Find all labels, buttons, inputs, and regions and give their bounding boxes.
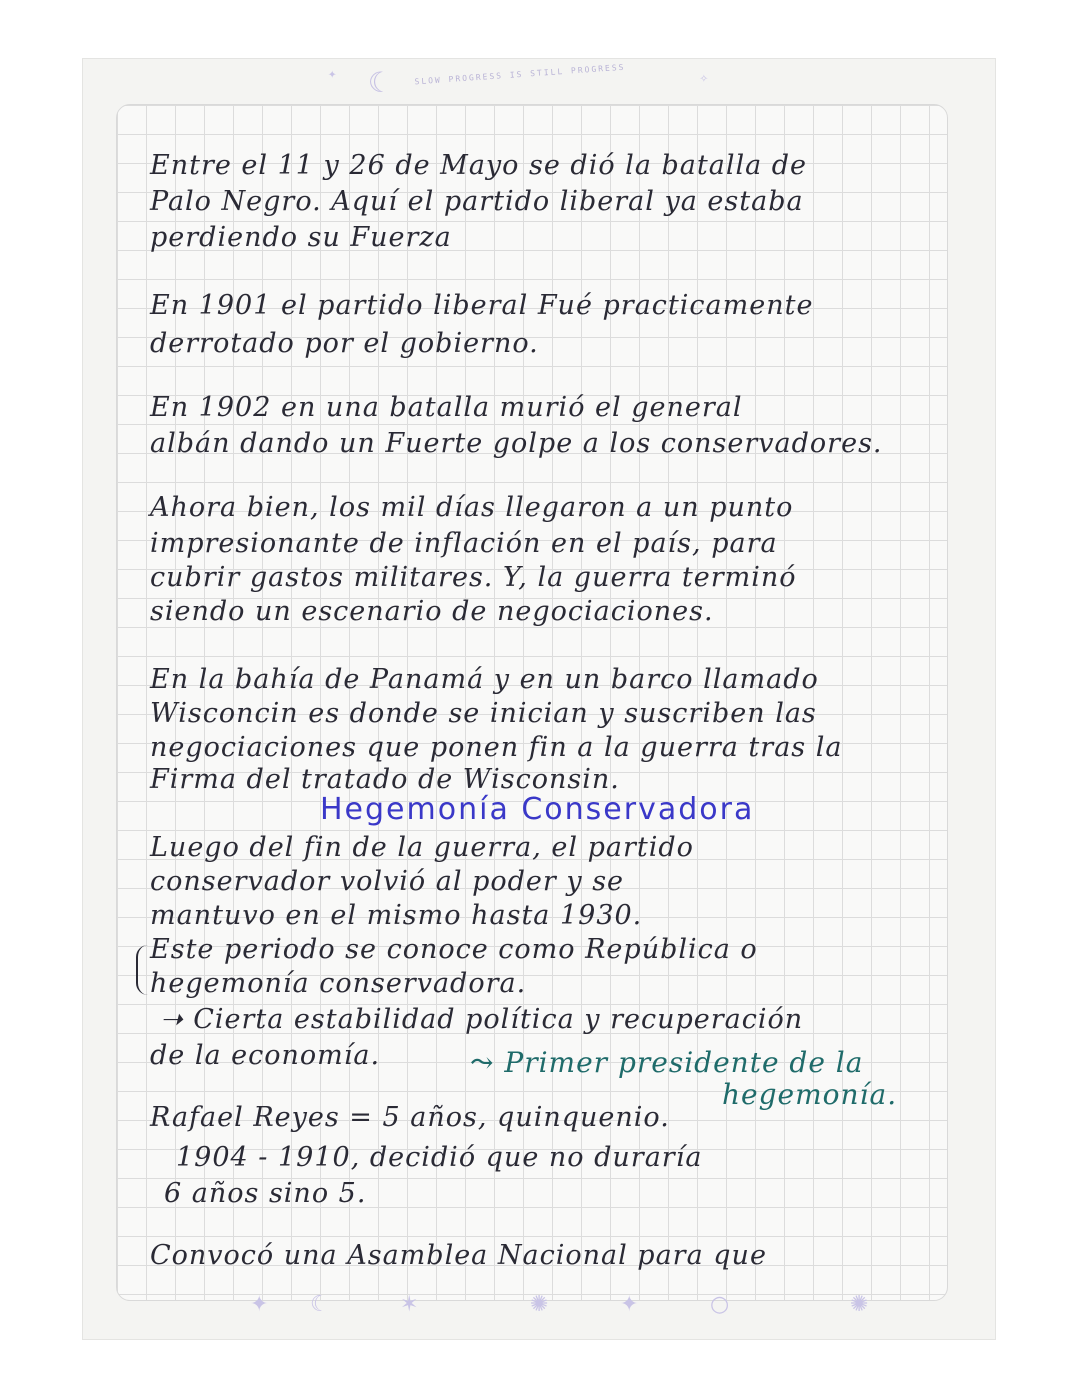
note-line: 6 años sino 5. — [164, 1178, 367, 1209]
star-icon: ✺ — [850, 1292, 869, 1317]
note-line: albán dando un Fuerte golpe a los conservadores. — [150, 428, 883, 459]
note-line: Wisconcin es donde se inician y suscriben las — [150, 698, 817, 729]
sparkle-icon: ✦ — [250, 1292, 269, 1317]
note-line: Firma del tratado de Wisconsin. — [150, 764, 620, 795]
page-banner — [320, 62, 740, 102]
note-line: impresionante de inflación en el país, para — [150, 528, 778, 559]
note-line: Rafael Reyes = 5 años, quinquenio. — [150, 1102, 670, 1133]
note-line: hegemonía conservadora. — [150, 968, 527, 999]
note-line: Ahora bien, los mil días llegaron a un punto — [150, 492, 794, 523]
note-line: Convocó una Asamblea Nacional para que — [150, 1240, 767, 1271]
arrow-icon: ⤳ — [470, 1046, 495, 1079]
bullet-text: Cierta estabilidad política y recuperación — [193, 1004, 804, 1035]
moon-icon: ☾ — [368, 66, 387, 99]
note-line: 1904 - 1910, decidió que no duraría — [176, 1142, 703, 1173]
note-line: Este periodo se conoce como República o — [150, 934, 758, 965]
bracket-mark — [136, 945, 152, 995]
note-line: siendo un escenario de negociaciones. — [150, 596, 714, 627]
annotation-text: Primer presidente de la — [504, 1046, 864, 1079]
star-icon: ✦ — [328, 66, 339, 82]
note-line: conservador volvió al poder y se — [150, 866, 625, 897]
star-icon: ✶ — [400, 1292, 419, 1317]
annotation-line — [470, 1046, 863, 1079]
banner-motto: SLOW PROGRESS IS STILL PROGRESS — [414, 62, 626, 87]
note-line: Palo Negro. Aquí el partido liberal ya estaba — [150, 186, 804, 217]
note-line: derrotado por el gobierno. — [150, 328, 539, 359]
circle-icon: ○ — [710, 1292, 730, 1317]
section-heading: Hegemonía Conservadora — [320, 792, 755, 827]
note-line: Entre el 11 y 26 de Mayo se dió la batalla de — [150, 150, 808, 181]
sparkle-icon: ✦ — [620, 1292, 639, 1317]
note-line: cubrir gastos militares. Y, la guerra terminó — [150, 562, 797, 593]
note-line: En 1902 en una batalla murió el general — [150, 392, 743, 423]
note-line: En 1901 el partido liberal Fué practicamente — [150, 290, 814, 321]
arrow-icon: ➝ — [160, 1004, 184, 1035]
sparkle-icon: ✧ — [699, 70, 710, 86]
note-line: Luego del fin de la guerra, el partido — [150, 832, 694, 863]
note-line: mantuvo en el mismo hasta 1930. — [150, 900, 643, 931]
annotation-line: hegemonía. — [722, 1078, 898, 1111]
note-line: En la bahía de Panamá y en un barco llamado — [150, 664, 819, 695]
note-line: de la economía. — [150, 1040, 381, 1071]
star-icon: ✺ — [530, 1292, 549, 1317]
note-line: negociaciones que ponen fin a la guerra tras la — [150, 732, 843, 763]
moon-icon: ☾ — [310, 1292, 330, 1317]
footer-decoration — [150, 1292, 930, 1332]
bullet-line — [160, 1004, 803, 1035]
note-line: perdiendo su Fuerza — [150, 222, 452, 253]
